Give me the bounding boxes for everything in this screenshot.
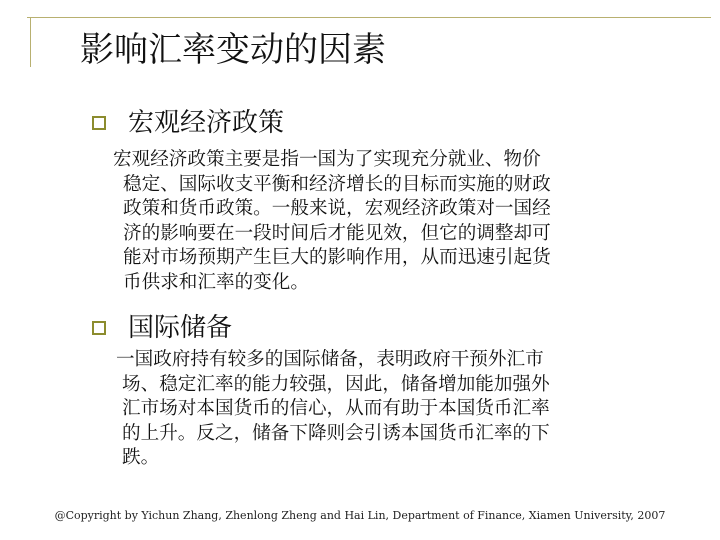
square-bullet-icon [92,116,106,130]
section-paragraph-reserves [116,348,550,471]
paragraph-line: 跌。 [122,447,160,469]
section-heading-label: 国际储备 [128,313,233,343]
slide-title: 影响汇率变动的因素 [80,30,386,70]
section-heading-label: 宏观经济政策 [128,108,285,138]
paragraph-line: 济的影响要在一段时间后才能见效，但它的调整却可 [123,222,551,244]
paragraph-line: 宏观经济政策主要是指一国为了实现充分就业、物价 [113,149,541,170]
frame-top-rule [27,17,711,18]
paragraph-line: 能对市场预期产生巨大的影响作用，从而迅速引起货 [123,247,551,269]
paragraph-line: 的上升。反之，储备下降则会引诱本国货币汇率的下 [122,422,550,444]
paragraph-line: 场、稳定汇率的能力较强，因此，储备增加能加强外 [122,373,550,395]
paragraph-line: 一国政府持有较多的国际储备，表明政府干预外汇市 [116,349,544,370]
section-heading-reserves [92,311,232,345]
section-paragraph-macro-policy [113,148,551,296]
paragraph-line: 币供求和汇率的变化。 [123,271,309,293]
square-bullet-icon [92,321,106,335]
copyright-footer: @Copyright by Yichun Zhang, Zhenlong Zheng and Hai Lin, Department of Finance, Xiamen University, 2007 [54,509,666,522]
paragraph-line: 汇市场对本国货币的信心，从而有助于本国货币汇率 [122,398,550,420]
section-heading-macro-policy [92,106,284,140]
frame-left-rule [30,17,31,67]
paragraph-line: 稳定、国际收支平衡和经济增长的目标而实施的财政 [123,173,551,195]
paragraph-line: 政策和货币政策。一般来说，宏观经济政策对一国经 [123,198,551,220]
